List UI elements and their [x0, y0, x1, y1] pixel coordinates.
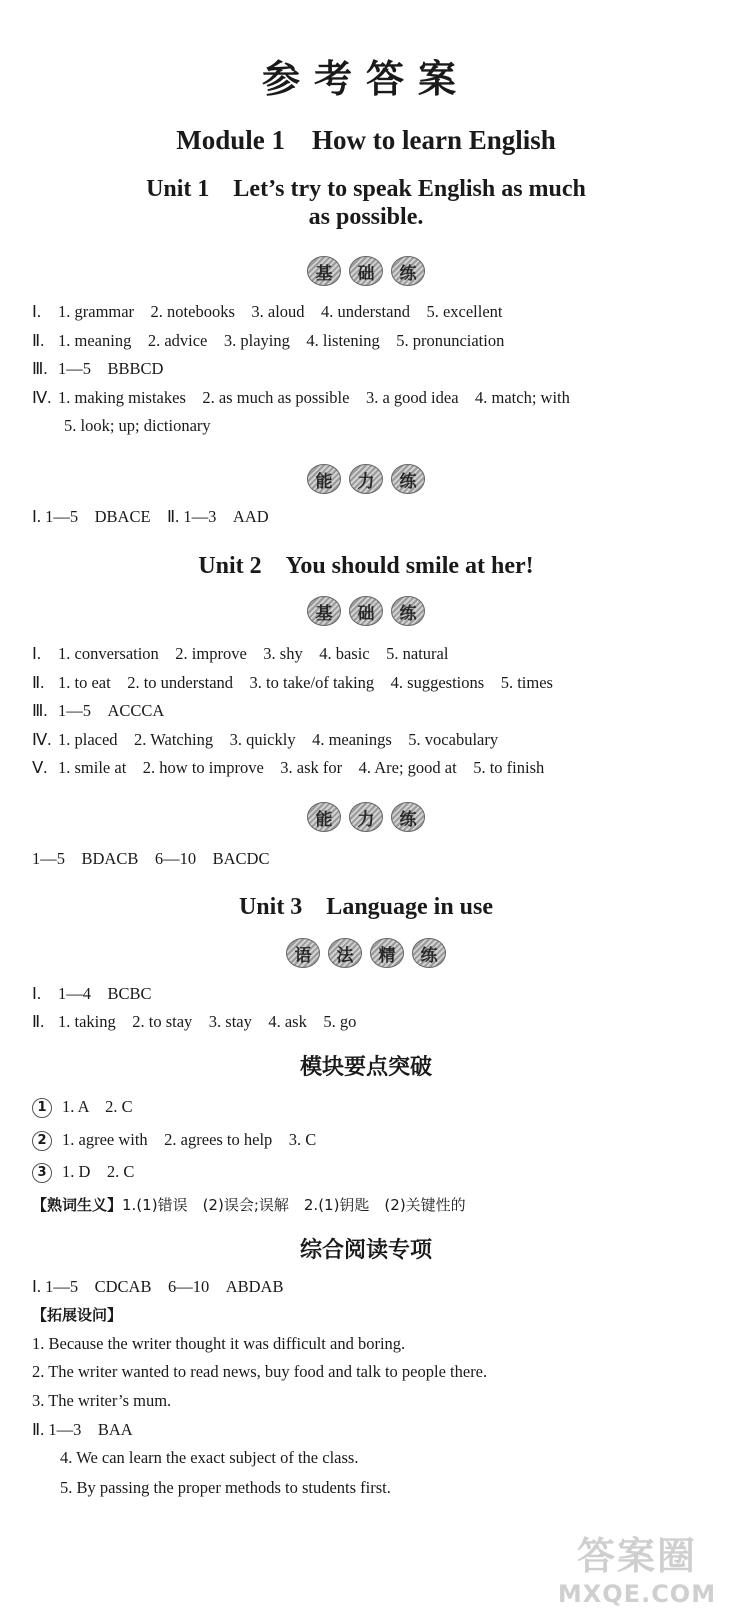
answer-text: 1—4 BCBC: [58, 984, 152, 1003]
circled-number: 3: [32, 1163, 52, 1183]
badge-char: 语: [286, 938, 320, 968]
answer-text: 1. meaning 2. advice 3. playing 4. listening 5. pronunciation: [58, 331, 505, 350]
answer-line: [32, 331, 504, 351]
unit3-grammar-badge: [0, 938, 732, 972]
reading-heading: 综合阅读专项: [299, 1237, 432, 1263]
badge-char: 法: [328, 938, 362, 968]
badge-char: 础: [349, 596, 383, 626]
module-heading: Module 1 How to learn English: [176, 125, 556, 155]
key-point-line: [32, 1097, 133, 1118]
badge-char: 力: [349, 464, 383, 494]
unit2-ability-badge: [0, 802, 732, 836]
badge-char: 能: [307, 802, 341, 832]
answer-text: 1. taking 2. to stay 3. stay 4. ask 5. go: [58, 1012, 357, 1031]
watermark-bottom: MXQE.COM: [557, 1580, 717, 1608]
answer-line-continued: 5. look; up; dictionary: [64, 416, 211, 435]
section-label: Ⅱ.: [32, 331, 45, 350]
answer-line: [32, 359, 163, 379]
badge-char: 基: [307, 256, 341, 286]
answer-text: 1. agree with 2. agrees to help 3. C: [62, 1130, 317, 1149]
answer-line: 5. By passing the proper methods to students first.: [60, 1478, 391, 1497]
answer-line: [32, 1012, 356, 1032]
answer-line: 1—5 BDACB 6—10 BACDC: [32, 849, 270, 868]
answer-text: 1—5 BBBCD: [58, 359, 164, 378]
answer-text: 1. D 2. C: [62, 1162, 135, 1181]
key-point-line: [32, 1162, 134, 1183]
answer-line: [32, 644, 448, 664]
key-points-heading: 模块要点突破: [299, 1054, 432, 1080]
section-label: Ⅲ.: [32, 701, 48, 720]
answer-line: [32, 984, 152, 1004]
badge-char: 精: [370, 938, 404, 968]
key-point-line: [32, 1130, 316, 1151]
answer-text: 1. A 2. C: [62, 1097, 133, 1116]
watermark-top: 答案圈: [576, 1534, 697, 1578]
section-label: Ⅲ.: [32, 359, 48, 378]
answer-line: 1. Because the writer thought it was difficult and boring.: [32, 1334, 406, 1353]
vocab-text: 1.(1)错误 (2)误会;误解 2.(1)钥匙 (2)关键性的: [122, 1196, 466, 1214]
section-label: Ⅰ.: [32, 644, 41, 663]
page-title: 参考答案: [261, 57, 470, 101]
badge-char: 能: [307, 464, 341, 494]
watermark-logo: [548, 1525, 726, 1619]
unit2-basic-badge: [0, 596, 732, 630]
section-label: Ⅱ.: [32, 1012, 45, 1031]
badge-char: 力: [349, 802, 383, 832]
answer-line: 3. The writer’s mum.: [32, 1391, 172, 1410]
badge-char: 练: [391, 464, 425, 494]
answer-line: Ⅰ. 1—5 DBACE Ⅱ. 1—3 AAD: [32, 507, 269, 526]
section-label: Ⅰ.: [32, 984, 41, 1003]
answer-line: [32, 730, 498, 750]
answer-text: 1. placed 2. Watching 3. quickly 4. meanings 5. vocabulary: [58, 730, 499, 749]
answer-line: [32, 388, 570, 408]
answer-line: Ⅱ. 1—3 BAA: [32, 1420, 133, 1439]
answer-text: 1. conversation 2. improve 3. shy 4. basic 5. natural: [58, 644, 449, 663]
answer-text: 1. to eat 2. to understand 3. to take/of taking 4. suggestions 5. times: [58, 673, 553, 692]
unit1-ability-badge: [0, 464, 732, 498]
section-label: Ⅳ.: [32, 388, 52, 407]
answer-text: 1—5 ACCCA: [58, 701, 165, 720]
section-label: Ⅰ.: [32, 302, 41, 321]
badge-char: 基: [307, 596, 341, 626]
section-label: Ⅳ.: [32, 730, 52, 749]
answer-text: 1. smile at 2. how to improve 3. ask for 4. Are; good at 5. to finish: [58, 758, 545, 777]
unit1-basic-badge: [0, 256, 732, 290]
answer-line: [32, 673, 553, 693]
badge-char: 练: [391, 596, 425, 626]
answer-line: 2. The writer wanted to read news, buy food and talk to people there.: [32, 1362, 488, 1381]
answer-text: 1. grammar 2. notebooks 3. aloud 4. understand 5. excellent: [58, 302, 503, 321]
unit2-heading: Unit 2 You should smile at her!: [198, 553, 534, 579]
answer-line: [32, 758, 544, 778]
section-label: Ⅴ.: [32, 758, 48, 777]
vocab-line: [32, 1195, 466, 1215]
vocab-tag: 【熟词生义】: [32, 1196, 123, 1214]
answer-line: Ⅰ. 1—5 CDCAB 6—10 ABDAB: [32, 1277, 284, 1296]
badge-char: 础: [349, 256, 383, 286]
badge-char: 练: [391, 256, 425, 286]
unit3-heading: Unit 3 Language in use: [238, 894, 494, 920]
unit1-heading-line2: as possible.: [308, 204, 424, 230]
badge-char: 练: [391, 802, 425, 832]
circled-number: 2: [32, 1131, 52, 1151]
badge-char: 练: [412, 938, 446, 968]
circled-number: 1: [32, 1098, 52, 1118]
answer-line: 4. We can learn the exact subject of the class.: [60, 1448, 359, 1467]
section-label: Ⅱ.: [32, 673, 45, 692]
answer-text: 1. making mistakes 2. as much as possible 3. a good idea 4. match; with: [58, 388, 570, 407]
unit1-heading-line1: Unit 1 Let’s try to speak English as much: [146, 176, 586, 202]
answer-line: [32, 302, 503, 322]
extension-tag: 【拓展设问】: [32, 1306, 123, 1324]
answer-line: [32, 701, 164, 721]
